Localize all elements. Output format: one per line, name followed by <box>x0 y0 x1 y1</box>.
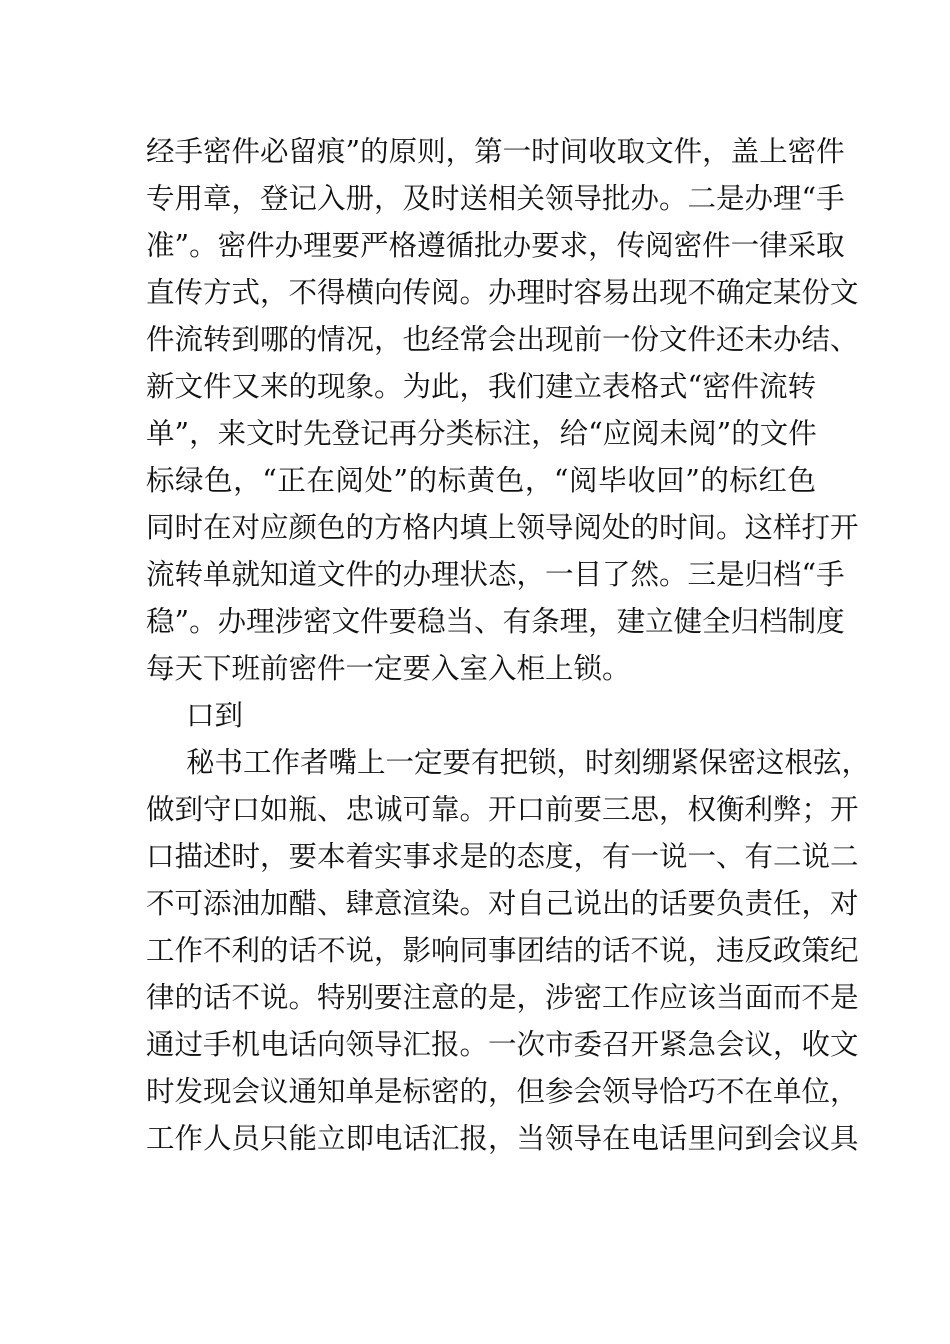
text-line: 单”，来文时先登记再分类标注，给“应阅未阅”的文件 <box>146 417 817 450</box>
text-line: 直传方式，不得横向传阅。办理时容易出现不确定某份文 <box>146 276 859 309</box>
text-line: 做到守口如瓶、忠诚可靠。开口前要三思，权衡利弊；开 <box>146 793 859 826</box>
paragraph-1 <box>146 128 859 692</box>
text-line: 标绿色，“正在阅处”的标黄色，“阅毕收回”的标红色 <box>146 464 816 497</box>
text-line: 通过手机电话向领导汇报。一次市委召开紧急会议，收文 <box>146 1028 859 1061</box>
text-line: 准”。密件办理要严格遵循批办要求，传阅密件一律采取 <box>146 229 845 262</box>
text-line: 不可添油加醋、肆意渲染。对自己说出的话要负责任，对 <box>146 887 859 920</box>
text-line: 口描述时，要本着实事求是的态度，有一说一、有二说二 <box>146 840 859 873</box>
text-line: 律的话不说。特别要注意的是，涉密工作应该当面而不是 <box>146 981 859 1014</box>
text-line: 专用章，登记入册，及时送相关领导批办。二是办理“手 <box>146 182 845 215</box>
document-body <box>146 128 871 1162</box>
text-line: 时发现会议通知单是标密的，但参会领导恰巧不在单位， <box>146 1075 859 1108</box>
text-line: 每天下班前密件一定要入室入柜上锁。 <box>146 652 631 685</box>
text-line: 新文件又来的现象。为此，我们建立表格式“密件流转 <box>146 370 817 403</box>
text-line: 流转单就知道文件的办理状态，一目了然。三是归档“手 <box>146 558 845 591</box>
section-heading: 口到 <box>186 699 244 732</box>
text-line: 稳”。办理涉密文件要稳当、有条理，建立健全归档制度 <box>146 605 845 638</box>
text-line: 经手密件必留痕”的原则，第一时间收取文件，盖上密件 <box>146 135 845 168</box>
text-line: 秘书工作者嘴上一定要有把锁，时刻绷紧保密这根弦， <box>186 746 871 779</box>
text-line: 工作人员只能立即电话汇报，当领导在电话里问到会议具 <box>146 1122 859 1155</box>
text-line: 同时在对应颜色的方格内填上领导阅处的时间。这样打开 <box>146 511 859 544</box>
paragraph-2 <box>146 739 871 1162</box>
text-line: 件流转到哪的情况，也经常会出现前一份文件还未办结、 <box>146 323 859 356</box>
text-line: 工作不利的话不说，影响同事团结的话不说，违反政策纪 <box>146 934 859 967</box>
